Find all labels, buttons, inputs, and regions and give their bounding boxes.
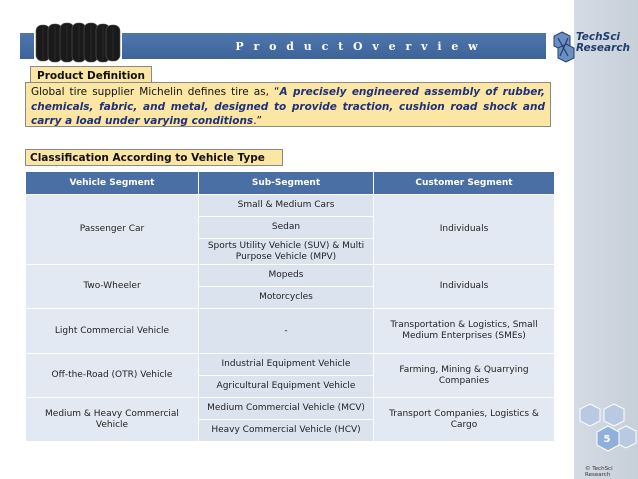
header-vehicle-segment: Vehicle Segment bbox=[26, 172, 199, 195]
page-number: 5 bbox=[603, 434, 611, 445]
logo-text bbox=[576, 32, 630, 54]
sub-segment-cell: Sedan bbox=[199, 217, 374, 239]
classification-table bbox=[25, 171, 555, 442]
vehicle-segment-cell: Off-the-Road (OTR) Vehicle bbox=[26, 354, 199, 398]
vehicle-segment-cell: Medium & Heavy Commercial Vehicle bbox=[26, 398, 199, 442]
definition-intro: Global tire supplier Michelin defines tire as, “ bbox=[31, 86, 280, 98]
sub-segment-cell: Agricultural Equipment Vehicle bbox=[199, 376, 374, 398]
classification-label: Classification According to Vehicle Type bbox=[25, 149, 283, 166]
customer-segment-cell: Transportation & Logistics, Small Medium Enterprises (SMEs) bbox=[374, 309, 555, 354]
vehicle-segment-cell: Light Commercial Vehicle bbox=[26, 309, 199, 354]
header-customer-segment: Customer Segment bbox=[374, 172, 555, 195]
table-row bbox=[26, 265, 555, 287]
logo-line2: Research bbox=[576, 42, 631, 54]
sub-segment-cell: Motorcycles bbox=[199, 287, 374, 309]
customer-segment-cell: Transport Companies, Logistics & Cargo bbox=[374, 398, 555, 442]
sub-segment-cell: Medium Commercial Vehicle (MCV) bbox=[199, 398, 374, 420]
tires-image bbox=[34, 21, 122, 63]
customer-segment-cell: Farming, Mining & Quarrying Companies bbox=[374, 354, 555, 398]
classification-table-wrap bbox=[25, 171, 551, 442]
customer-segment-cell: Individuals bbox=[374, 195, 555, 265]
sub-segment-cell: Small & Medium Cars bbox=[199, 195, 374, 217]
sub-segment-cell: Sports Utility Vehicle (SUV) & Multi Purpose Vehicle (MPV) bbox=[199, 239, 374, 265]
definition-text-box bbox=[25, 82, 551, 127]
table-row bbox=[26, 354, 555, 376]
logo-line1: TechSci bbox=[576, 31, 621, 43]
table-header-row bbox=[26, 172, 555, 195]
definition-quote: A precisely engineered assembly of rubber, chemicals, fabric, and metal, designed to provide traction, cushion road shock and carry a load under varying conditions bbox=[31, 86, 545, 127]
page-title: P r o d u c t O v e r v i e w bbox=[235, 39, 481, 53]
table-row bbox=[26, 195, 555, 217]
copyright-text: © TechSci Research bbox=[585, 466, 613, 478]
customer-segment-cell: Individuals bbox=[374, 265, 555, 309]
table-row bbox=[26, 309, 555, 354]
header-sub-segment: Sub-Segment bbox=[199, 172, 374, 195]
definition-outro: .” bbox=[253, 115, 262, 127]
sub-segment-cell: Heavy Commercial Vehicle (HCV) bbox=[199, 420, 374, 442]
sub-segment-cell: Mopeds bbox=[199, 265, 374, 287]
product-definition-label: Product Definition bbox=[30, 66, 152, 85]
sub-segment-cell: Industrial Equipment Vehicle bbox=[199, 354, 374, 376]
table-row bbox=[26, 398, 555, 420]
sub-segment-cell: - bbox=[199, 309, 374, 354]
vehicle-segment-cell: Two-Wheeler bbox=[26, 265, 199, 309]
vehicle-segment-cell: Passenger Car bbox=[26, 195, 199, 265]
